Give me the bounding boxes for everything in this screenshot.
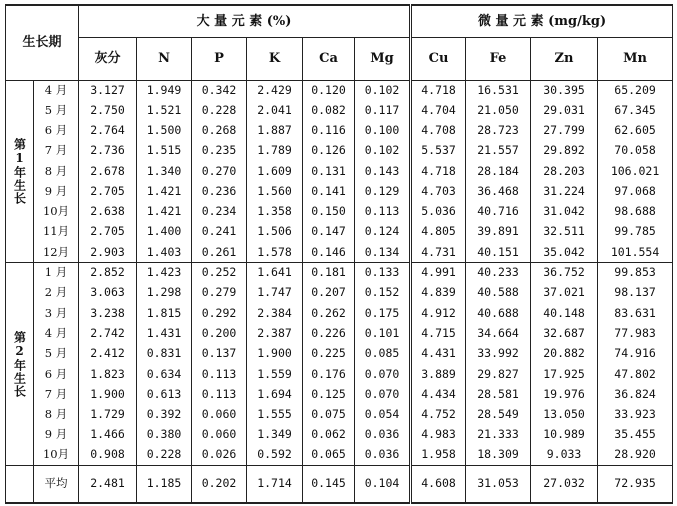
value-cell: 4.731 — [411, 242, 466, 262]
value-cell: 1.555 — [247, 405, 303, 425]
value-cell: 1.431 — [137, 324, 192, 344]
value-cell: 0.100 — [355, 121, 411, 141]
value-cell: 0.279 — [192, 283, 247, 303]
value-cell: 2.742 — [79, 324, 137, 344]
value-cell: 31.042 — [531, 202, 598, 222]
column-header: Mg — [355, 37, 411, 80]
value-cell: 5.036 — [411, 202, 466, 222]
value-cell: 21.333 — [466, 425, 531, 445]
value-cell: 1.560 — [247, 181, 303, 201]
value-cell: 0.241 — [192, 222, 247, 242]
table-row — [6, 202, 673, 222]
value-cell: 1.823 — [79, 364, 137, 384]
value-cell: 2.705 — [79, 222, 137, 242]
value-cell: 40.151 — [466, 242, 531, 262]
value-cell: 2.429 — [247, 80, 303, 100]
value-cell: 0.831 — [137, 344, 192, 364]
table-row — [6, 80, 673, 100]
nutrient-table — [5, 4, 673, 504]
value-cell: 99.785 — [598, 222, 673, 242]
value-cell: 106.021 — [598, 161, 673, 181]
value-cell: 0.036 — [355, 425, 411, 445]
column-header: 灰分 — [79, 37, 137, 80]
macro-header: 大 量 元 素 (%) — [79, 5, 411, 37]
value-cell: 2.852 — [79, 263, 137, 283]
value-cell: 0.392 — [137, 405, 192, 425]
average-value: 0.145 — [303, 466, 355, 504]
average-row — [6, 466, 673, 504]
value-cell: 1.641 — [247, 263, 303, 283]
value-cell: 0.175 — [355, 303, 411, 323]
value-cell: 1.958 — [411, 445, 466, 465]
column-header: N — [137, 37, 192, 80]
average-value: 1.185 — [137, 466, 192, 504]
value-cell: 0.070 — [355, 364, 411, 384]
value-cell: 0.150 — [303, 202, 355, 222]
table-row — [6, 121, 673, 141]
value-cell: 2.750 — [79, 100, 137, 120]
value-cell: 0.261 — [192, 242, 247, 262]
month-cell: 12月 — [34, 242, 79, 262]
month-cell: 4 月 — [34, 324, 79, 344]
month-cell: 7 月 — [34, 141, 79, 161]
average-value: 31.053 — [466, 466, 531, 504]
month-cell: 1 月 — [34, 263, 79, 283]
period-label: 第2年生长 — [6, 263, 34, 466]
value-cell: 2.638 — [79, 202, 137, 222]
value-cell: 1.729 — [79, 405, 137, 425]
table-body — [6, 80, 673, 503]
value-cell: 4.715 — [411, 324, 466, 344]
value-cell: 0.036 — [355, 445, 411, 465]
value-cell: 0.380 — [137, 425, 192, 445]
value-cell: 17.925 — [531, 364, 598, 384]
value-cell: 39.891 — [466, 222, 531, 242]
value-cell: 4.431 — [411, 344, 466, 364]
value-cell: 1.298 — [137, 283, 192, 303]
value-cell: 0.125 — [303, 384, 355, 404]
value-cell: 0.228 — [137, 445, 192, 465]
value-cell: 98.137 — [598, 283, 673, 303]
column-header: Ca — [303, 37, 355, 80]
value-cell: 27.799 — [531, 121, 598, 141]
value-cell: 33.923 — [598, 405, 673, 425]
table-row — [6, 384, 673, 404]
value-cell: 0.102 — [355, 80, 411, 100]
value-cell: 0.120 — [303, 80, 355, 100]
value-cell: 1.403 — [137, 242, 192, 262]
value-cell: 18.309 — [466, 445, 531, 465]
value-cell: 10.989 — [531, 425, 598, 445]
period-header: 生长期 — [6, 5, 79, 80]
value-cell: 0.141 — [303, 181, 355, 201]
table-row — [6, 324, 673, 344]
month-cell: 4 月 — [34, 80, 79, 100]
value-cell: 0.143 — [355, 161, 411, 181]
average-value: 1.714 — [247, 466, 303, 504]
value-cell: 1.515 — [137, 141, 192, 161]
value-cell: 28.203 — [531, 161, 598, 181]
value-cell: 0.226 — [303, 324, 355, 344]
average-value: 4.608 — [411, 466, 466, 504]
value-cell: 1.423 — [137, 263, 192, 283]
column-header: K — [247, 37, 303, 80]
period-label: 第1年生长 — [6, 80, 34, 263]
value-cell: 62.605 — [598, 121, 673, 141]
value-cell: 4.704 — [411, 100, 466, 120]
value-cell: 3.127 — [79, 80, 137, 100]
value-cell: 77.983 — [598, 324, 673, 344]
value-cell: 1.815 — [137, 303, 192, 323]
value-cell: 0.101 — [355, 324, 411, 344]
value-cell: 33.992 — [466, 344, 531, 364]
column-header-row — [6, 37, 673, 80]
month-cell: 8 月 — [34, 405, 79, 425]
column-header: Mn — [598, 37, 673, 80]
value-cell: 30.395 — [531, 80, 598, 100]
value-cell: 0.070 — [355, 384, 411, 404]
value-cell: 0.134 — [355, 242, 411, 262]
value-cell: 0.060 — [192, 405, 247, 425]
value-cell: 0.124 — [355, 222, 411, 242]
month-cell: 3 月 — [34, 303, 79, 323]
value-cell: 36.752 — [531, 263, 598, 283]
value-cell: 2.678 — [79, 161, 137, 181]
value-cell: 0.235 — [192, 141, 247, 161]
value-cell: 4.708 — [411, 121, 466, 141]
value-cell: 29.827 — [466, 364, 531, 384]
value-cell: 1.400 — [137, 222, 192, 242]
average-value: 0.104 — [355, 466, 411, 504]
value-cell: 3.238 — [79, 303, 137, 323]
value-cell: 0.270 — [192, 161, 247, 181]
month-cell: 10月 — [34, 202, 79, 222]
value-cell: 0.146 — [303, 242, 355, 262]
value-cell: 4.718 — [411, 161, 466, 181]
value-cell: 4.434 — [411, 384, 466, 404]
month-cell: 9 月 — [34, 425, 79, 445]
average-blank — [6, 466, 34, 504]
value-cell: 34.664 — [466, 324, 531, 344]
value-cell: 65.209 — [598, 80, 673, 100]
value-cell: 40.148 — [531, 303, 598, 323]
value-cell: 99.853 — [598, 263, 673, 283]
value-cell: 0.085 — [355, 344, 411, 364]
value-cell: 1.421 — [137, 181, 192, 201]
value-cell: 2.736 — [79, 141, 137, 161]
value-cell: 0.126 — [303, 141, 355, 161]
month-cell: 6 月 — [34, 121, 79, 141]
value-cell: 0.225 — [303, 344, 355, 364]
month-cell: 8 月 — [34, 161, 79, 181]
value-cell: 4.703 — [411, 181, 466, 201]
value-cell: 1.358 — [247, 202, 303, 222]
value-cell: 0.908 — [79, 445, 137, 465]
value-cell: 0.113 — [192, 364, 247, 384]
value-cell: 0.262 — [303, 303, 355, 323]
value-cell: 0.113 — [192, 384, 247, 404]
value-cell: 3.889 — [411, 364, 466, 384]
value-cell: 1.609 — [247, 161, 303, 181]
table-row — [6, 222, 673, 242]
value-cell: 29.031 — [531, 100, 598, 120]
value-cell: 20.882 — [531, 344, 598, 364]
value-cell: 0.200 — [192, 324, 247, 344]
micro-header: 微 量 元 素 (mg/kg) — [411, 5, 673, 37]
value-cell: 13.050 — [531, 405, 598, 425]
month-cell: 6 月 — [34, 364, 79, 384]
value-cell: 0.252 — [192, 263, 247, 283]
value-cell: 35.455 — [598, 425, 673, 445]
month-cell: 5 月 — [34, 344, 79, 364]
value-cell: 98.688 — [598, 202, 673, 222]
table-row — [6, 141, 673, 161]
value-cell: 5.537 — [411, 141, 466, 161]
table-row — [6, 445, 673, 465]
value-cell: 0.131 — [303, 161, 355, 181]
table-row — [6, 181, 673, 201]
value-cell: 2.387 — [247, 324, 303, 344]
value-cell: 101.554 — [598, 242, 673, 262]
value-cell: 0.147 — [303, 222, 355, 242]
value-cell: 1.349 — [247, 425, 303, 445]
value-cell: 0.152 — [355, 283, 411, 303]
value-cell: 2.041 — [247, 100, 303, 120]
value-cell: 40.233 — [466, 263, 531, 283]
value-cell: 4.983 — [411, 425, 466, 445]
value-cell: 36.468 — [466, 181, 531, 201]
month-cell: 11月 — [34, 222, 79, 242]
value-cell: 0.592 — [247, 445, 303, 465]
value-cell: 0.054 — [355, 405, 411, 425]
table-row — [6, 283, 673, 303]
value-cell: 0.181 — [303, 263, 355, 283]
table-row — [6, 303, 673, 323]
value-cell: 37.021 — [531, 283, 598, 303]
value-cell: 16.531 — [466, 80, 531, 100]
value-cell: 28.549 — [466, 405, 531, 425]
value-cell: 0.062 — [303, 425, 355, 445]
value-cell: 0.102 — [355, 141, 411, 161]
column-header: Cu — [411, 37, 466, 80]
value-cell: 2.764 — [79, 121, 137, 141]
value-cell: 40.716 — [466, 202, 531, 222]
value-cell: 2.705 — [79, 181, 137, 201]
value-cell: 21.050 — [466, 100, 531, 120]
value-cell: 1.887 — [247, 121, 303, 141]
column-header: Fe — [466, 37, 531, 80]
value-cell: 4.718 — [411, 80, 466, 100]
average-value: 2.481 — [79, 466, 137, 504]
column-header: P — [192, 37, 247, 80]
value-cell: 19.976 — [531, 384, 598, 404]
value-cell: 0.117 — [355, 100, 411, 120]
value-cell: 0.113 — [355, 202, 411, 222]
value-cell: 4.991 — [411, 263, 466, 283]
value-cell: 74.916 — [598, 344, 673, 364]
value-cell: 4.912 — [411, 303, 466, 323]
value-cell: 0.075 — [303, 405, 355, 425]
value-cell: 2.384 — [247, 303, 303, 323]
value-cell: 1.949 — [137, 80, 192, 100]
table-row — [6, 344, 673, 364]
value-cell: 0.060 — [192, 425, 247, 445]
value-cell: 1.900 — [247, 344, 303, 364]
month-cell: 10月 — [34, 445, 79, 465]
table-row — [6, 161, 673, 181]
value-cell: 0.176 — [303, 364, 355, 384]
value-cell: 2.903 — [79, 242, 137, 262]
value-cell: 28.581 — [466, 384, 531, 404]
average-value: 27.032 — [531, 466, 598, 504]
value-cell: 0.133 — [355, 263, 411, 283]
value-cell: 2.412 — [79, 344, 137, 364]
value-cell: 0.026 — [192, 445, 247, 465]
value-cell: 47.802 — [598, 364, 673, 384]
value-cell: 1.559 — [247, 364, 303, 384]
month-cell: 7 月 — [34, 384, 79, 404]
table-row — [6, 242, 673, 262]
value-cell: 1.421 — [137, 202, 192, 222]
value-cell: 40.588 — [466, 283, 531, 303]
table-row — [6, 263, 673, 283]
value-cell: 4.752 — [411, 405, 466, 425]
average-value: 0.202 — [192, 466, 247, 504]
value-cell: 0.236 — [192, 181, 247, 201]
value-cell: 0.137 — [192, 344, 247, 364]
value-cell: 4.805 — [411, 222, 466, 242]
value-cell: 83.631 — [598, 303, 673, 323]
value-cell: 4.839 — [411, 283, 466, 303]
value-cell: 31.224 — [531, 181, 598, 201]
value-cell: 67.345 — [598, 100, 673, 120]
value-cell: 1.466 — [79, 425, 137, 445]
value-cell: 0.065 — [303, 445, 355, 465]
table-row — [6, 364, 673, 384]
table-row — [6, 405, 673, 425]
value-cell: 0.342 — [192, 80, 247, 100]
value-cell: 0.116 — [303, 121, 355, 141]
value-cell: 3.063 — [79, 283, 137, 303]
value-cell: 32.687 — [531, 324, 598, 344]
value-cell: 0.634 — [137, 364, 192, 384]
month-cell: 9 月 — [34, 181, 79, 201]
value-cell: 1.900 — [79, 384, 137, 404]
value-cell: 0.228 — [192, 100, 247, 120]
value-cell: 1.578 — [247, 242, 303, 262]
value-cell: 1.694 — [247, 384, 303, 404]
value-cell: 0.207 — [303, 283, 355, 303]
value-cell: 1.747 — [247, 283, 303, 303]
value-cell: 70.058 — [598, 141, 673, 161]
value-cell: 1.506 — [247, 222, 303, 242]
value-cell: 1.789 — [247, 141, 303, 161]
value-cell: 0.613 — [137, 384, 192, 404]
value-cell: 21.557 — [466, 141, 531, 161]
month-cell: 2 月 — [34, 283, 79, 303]
value-cell: 28.184 — [466, 161, 531, 181]
month-cell: 5 月 — [34, 100, 79, 120]
value-cell: 36.824 — [598, 384, 673, 404]
value-cell: 0.082 — [303, 100, 355, 120]
value-cell: 97.068 — [598, 181, 673, 201]
average-value: 72.935 — [598, 466, 673, 504]
value-cell: 0.292 — [192, 303, 247, 323]
value-cell: 40.688 — [466, 303, 531, 323]
value-cell: 28.723 — [466, 121, 531, 141]
value-cell: 0.234 — [192, 202, 247, 222]
value-cell: 1.500 — [137, 121, 192, 141]
column-header: Zn — [531, 37, 598, 80]
value-cell: 35.042 — [531, 242, 598, 262]
table-row — [6, 100, 673, 120]
table-row — [6, 425, 673, 445]
value-cell: 0.129 — [355, 181, 411, 201]
value-cell: 1.340 — [137, 161, 192, 181]
value-cell: 28.920 — [598, 445, 673, 465]
value-cell: 1.521 — [137, 100, 192, 120]
value-cell: 32.511 — [531, 222, 598, 242]
value-cell: 9.033 — [531, 445, 598, 465]
average-label: 平均 — [34, 466, 79, 504]
value-cell: 29.892 — [531, 141, 598, 161]
value-cell: 0.268 — [192, 121, 247, 141]
